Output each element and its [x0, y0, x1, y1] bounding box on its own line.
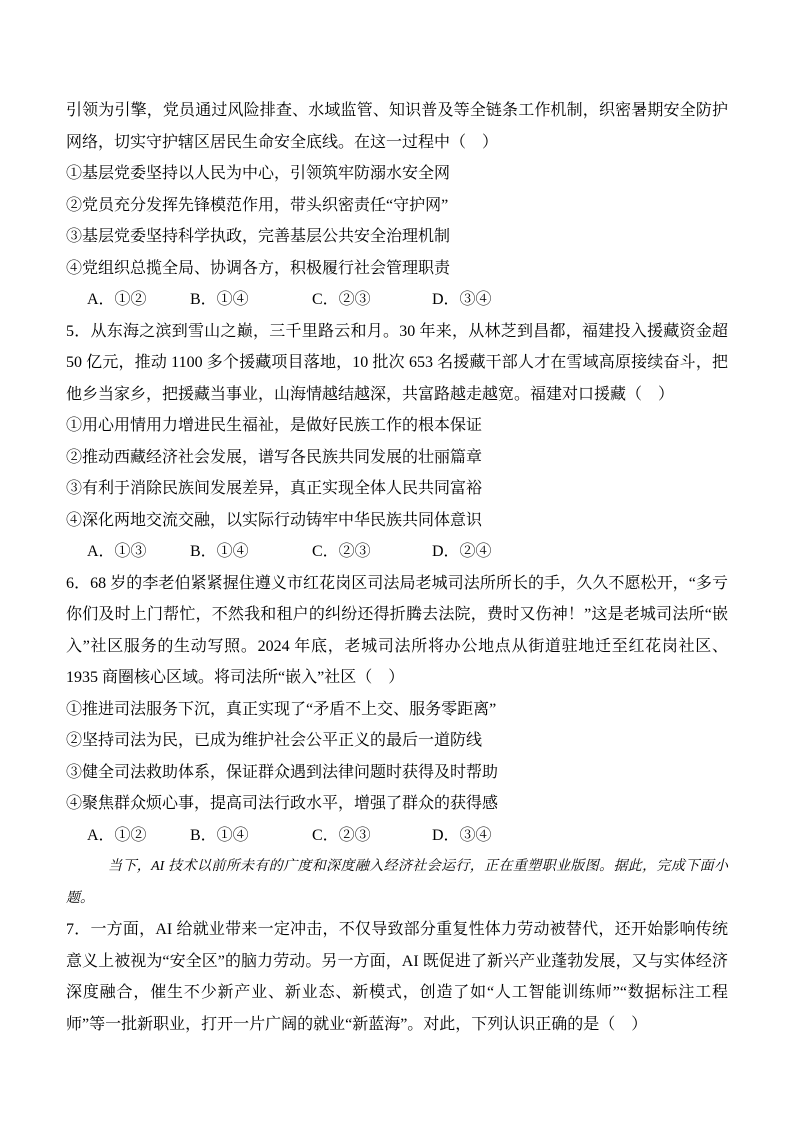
question-6-choice-c: C．②③: [312, 826, 371, 844]
question-4-choice-a: A．①②: [87, 291, 147, 308]
question-4-choice-d: D．③④: [432, 291, 492, 308]
question-5-choice-a: A．①③: [87, 543, 147, 560]
question-6-choice-b: B．①④: [190, 826, 249, 844]
question-5-statement-3: ③有利于消除民族间发展差异，真正实现全体人民共同富裕: [66, 480, 483, 497]
question-5-statement-1: ①用心用情用力增进民生福祉，是做好民族工作的根本保证: [66, 417, 483, 434]
question-5-choice-b: B．①④: [190, 543, 249, 560]
question-6-choice-d: D．③④: [432, 826, 492, 844]
question-5-choice-d: D．②④: [432, 543, 492, 560]
question-6-statement-3: ③健全司法救助体系，保证群众遇到法律问题时获得及时帮助: [66, 763, 499, 781]
question-5-choices-row: [66, 536, 728, 568]
question-4-choice-c: C．②③: [312, 291, 371, 308]
question-5-statement-2: ②推动西藏经济社会发展，谱写各民族共同发展的壮丽篇章: [66, 448, 483, 466]
linked-passage-intro: 当下，AI 技术以前所未有的广度和深度融入经济社会运行，正在重塑职业版图。据此，完成下面小题。: [66, 859, 728, 906]
question-4-statement-4: ④党组织总揽全局、协调各方，积极履行社会管理职责: [66, 259, 451, 277]
question-6-choice-a: A．①②: [87, 826, 147, 844]
question-4-statement-1: ①基层党委坚持以人民为中心，引领筑牢防溺水安全网: [66, 165, 451, 182]
question-4-statement-2: ②党员充分发挥先锋模范作用，带头织密责任“守护网”: [66, 196, 449, 214]
question-6-stem: 6．68 岁的李老伯紧紧握住遵义市红花岗区司法局老城司法所所长的手，久久不愿松开，“多亏你们及时上门帮忙，不然我和租户的纠纷还得折腾去法院，费时又伤神！”这是老城司法所“嵌入”社区服务的生动写照。2024 年底，老城司法所将办公地点从街道驻地迁至红花岗社区、1935 商圈核心区域。将司法所“嵌入”社区（ ）: [66, 574, 728, 686]
question-4-choice-b: B．①④: [190, 291, 249, 308]
question-6-choices-row: [66, 820, 728, 852]
question-5-statement-4: ④深化两地交流交融，以实际行动铸牢中华民族共同体意识: [66, 511, 483, 529]
question-4-stem: 引领为引擎，党员通过风险排查、水域监管、知识普及等全链条工作机制，织密暑期安全防护网络，切实守护辖区居民生命安全底线。在这一过程中（ ）: [66, 102, 728, 151]
question-6-statement-4: ④聚焦群众烦心事，提高司法行政水平，增强了群众的获得感: [66, 795, 499, 812]
question-6-statement-1: ①推进司法服务下沉，真正实现了“矛盾不上交、服务零距离”: [66, 700, 497, 718]
question-5-choice-c: C．②③: [312, 543, 371, 560]
question-4-choices-row: [66, 284, 728, 316]
question-5-stem: 5．从东海之滨到雪山之巅，三千里路云和月。30 年来，从林芝到昌都，福建投入援藏资金超 50 亿元，推动 1100 多个援藏项目落地，10 批次 653 名援藏干部人才在雪域高原接续奋斗，把他乡当家乡，把援藏当事业，山海情越结越深，共富路越走越宽。福建对口援藏（ ）: [66, 322, 728, 403]
question-7-stem: 7．一方面，AI 给就业带来一定冲击，不仅导致部分重复性体力劳动被替代，还开始影响传统意义上被视为“安全区”的脑力劳动。另一方面，AI 既促进了新兴产业蓬勃发展，又与实体经济深度融合，催生不少新产业、新业态、新模式，创造了如“人工智能训练师”“数据标注工程师”等一批新职业，打开一片广阔的就业“新蓝海”。对此，下列认识正确的是（ ）: [66, 921, 728, 1033]
question-4-statement-3: ③基层党委坚持科学执政，完善基层公共安全治理机制: [66, 228, 451, 245]
question-6-statement-2: ②坚持司法为民，已成为维护社会公平正义的最后一道防线: [66, 732, 483, 749]
